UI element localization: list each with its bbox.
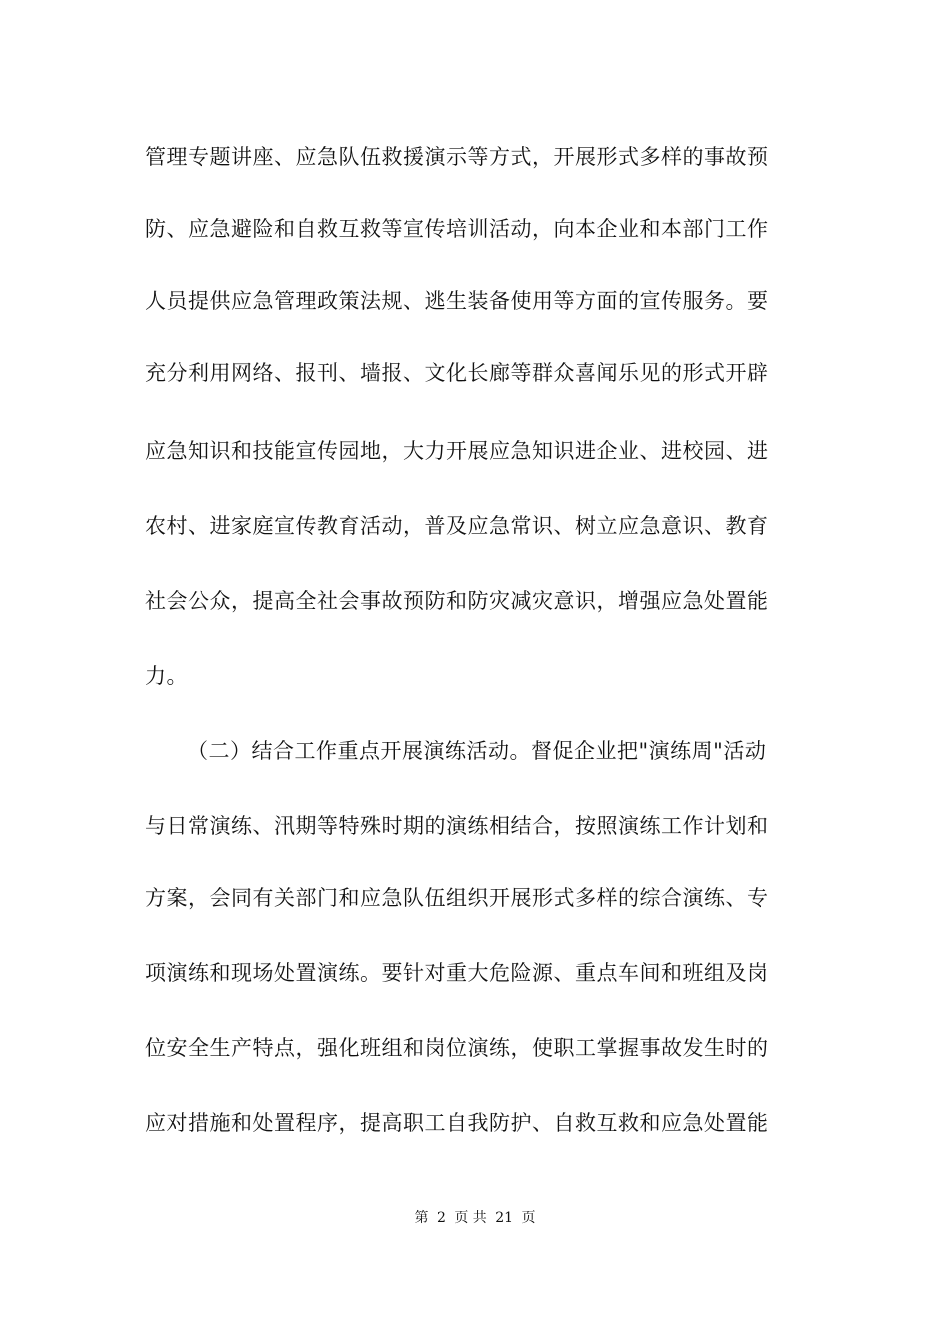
paragraph-2-line-2: 与日常演练、汛期等特殊时期的演练相结合，按照演练工作计划和 [145, 814, 769, 838]
footer-prefix: 第 [414, 1210, 429, 1226]
paragraph-1-line-5: 应急知识和技能宣传园地，大力开展应急知识进企业、进校园、进 [145, 439, 769, 463]
paragraph-1-line-1: 管理专题讲座、应急队伍救援演示等方式，开展形式多样的事故预 [145, 145, 769, 169]
paragraph-1-line-3: 人员提供应急管理政策法规、逃生装备使用等方面的宣传服务。要 [145, 289, 769, 313]
paragraph-2-line-5: 位安全生产特点，强化班组和岗位演练，使职工掌握事故发生时的 [145, 1036, 769, 1060]
paragraph-1-line-7: 社会公众，提高全社会事故预防和防灾减灾意识，增强应急处置能 [145, 589, 769, 613]
paragraph-1-line-2: 防、应急避险和自救互救等宣传培训活动，向本企业和本部门工作 [145, 217, 769, 241]
page-footer [0, 1208, 950, 1228]
footer-middle: 页 共 [454, 1210, 487, 1226]
paragraph-2-line-1: （二）结合工作重点开展演练活动。督促企业把"演练周"活动 [187, 739, 767, 763]
footer-total-pages: 21 [495, 1210, 514, 1226]
paragraph-1-line-4: 充分利用网络、报刊、墙报、文化长廊等群众喜闻乐见的形式开辟 [145, 361, 769, 385]
paragraph-1-line-6: 农村、进家庭宣传教育活动，普及应急常识、树立应急意识、教育 [145, 514, 769, 538]
paragraph-2-line-4: 项演练和现场处置演练。要针对重大危险源、重点车间和班组及岗 [145, 961, 769, 985]
paragraph-2-line-6: 应对措施和处置程序，提高职工自我防护、自救互救和应急处置能 [145, 1111, 769, 1135]
footer-current-page: 2 [436, 1210, 446, 1226]
paragraph-2-line-3: 方案，会同有关部门和应急队伍组织开展形式多样的综合演练、专 [145, 886, 769, 910]
footer-suffix: 页 [521, 1210, 536, 1226]
paragraph-1-line-8: 力。 [145, 664, 188, 688]
